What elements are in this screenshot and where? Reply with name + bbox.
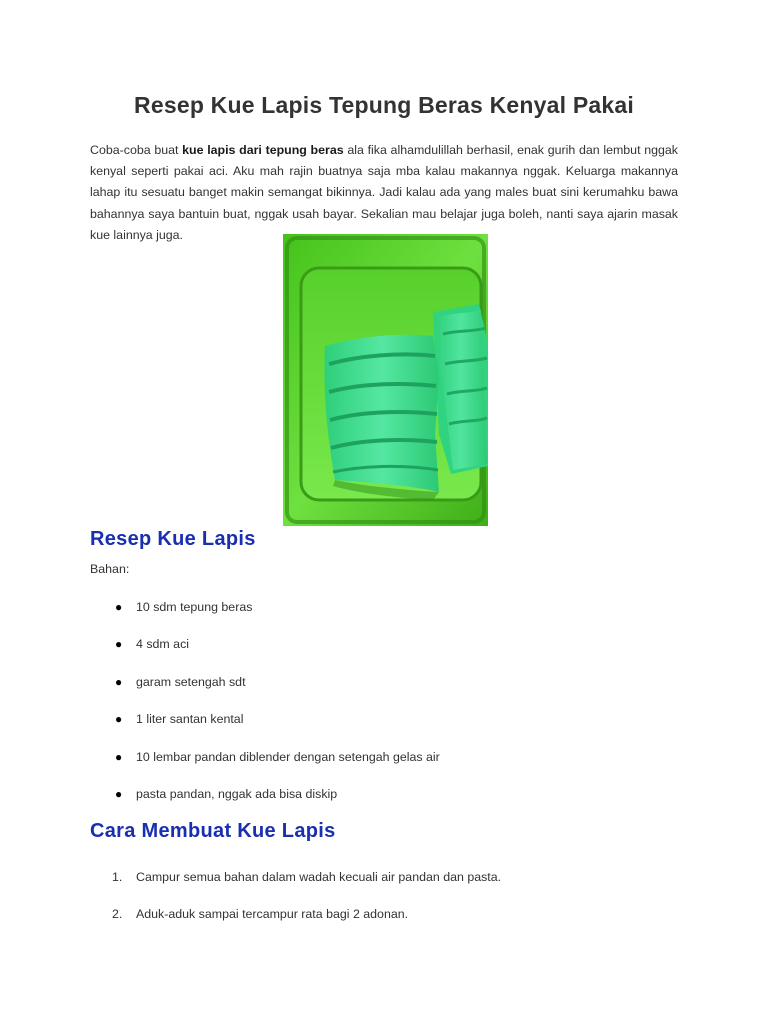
list-item <box>90 673 680 710</box>
list-item <box>90 868 680 905</box>
ingredient-list <box>90 598 680 822</box>
list-item <box>90 905 680 942</box>
intro-prefix: Coba-coba buat <box>90 143 183 157</box>
intro-bold-term: kue lapis dari tepung beras <box>182 143 344 157</box>
bullet-icon: ● <box>115 674 123 689</box>
page-title: Resep Kue Lapis Tepung Beras Kenyal Pakai <box>134 92 634 118</box>
ingredient-text: pasta pandan, nggak ada bisa diskip <box>136 786 338 801</box>
bullet-icon: ● <box>115 786 123 801</box>
step-number: 1. <box>112 870 123 884</box>
ingredient-text: garam setengah sdt <box>136 674 246 689</box>
steps-list <box>90 868 680 942</box>
intro-paragraph <box>90 140 678 246</box>
bahan-label: Bahan: <box>90 562 130 576</box>
kue-lapis-photo <box>283 234 488 526</box>
step-text: Aduk-aduk sampai tercampur rata bagi 2 adonan. <box>136 907 409 921</box>
bullet-icon: ● <box>115 712 123 727</box>
list-item <box>90 710 680 747</box>
step-text: Campur semua bahan dalam wadah kecuali air pandan dan pasta. <box>136 870 502 884</box>
intro-suffix: ala fika alhamdulillah berhasil, enak gurih dan lembut nggak kenyal seperti pakai aci. Aku mah rajin buatnya saja mba kalau makannya nggak. Keluarga makannya lahap itu sesuatu banget makin semangat bikinnya. Jadi kalau ada yang males buat sini kerumahku bawa bahannya saya bantuin buat, nggak usah bayar. Sekalian mau belajar juga boleh, nanti saya ajarin masak kue lainnya juga. <box>90 143 678 242</box>
list-item <box>90 598 680 635</box>
list-item <box>90 748 680 785</box>
bullet-icon: ● <box>115 600 123 614</box>
ingredient-text: 4 sdm aci <box>136 637 190 652</box>
cake-illustration <box>283 234 488 526</box>
section-heading-resep: Resep Kue Lapis <box>90 528 256 550</box>
ingredient-text: 10 lembar pandan diblender dengan setengah gelas air <box>136 749 440 764</box>
bullet-icon: ● <box>115 637 123 652</box>
ingredient-text: 1 liter santan kental <box>136 712 244 727</box>
ingredient-text: 10 sdm tepung beras <box>136 600 253 614</box>
step-number: 2. <box>112 907 123 921</box>
bullet-icon: ● <box>115 749 123 764</box>
list-item <box>90 785 680 822</box>
section-heading-cara: Cara Membuat Kue Lapis <box>90 820 336 842</box>
list-item <box>90 635 680 672</box>
